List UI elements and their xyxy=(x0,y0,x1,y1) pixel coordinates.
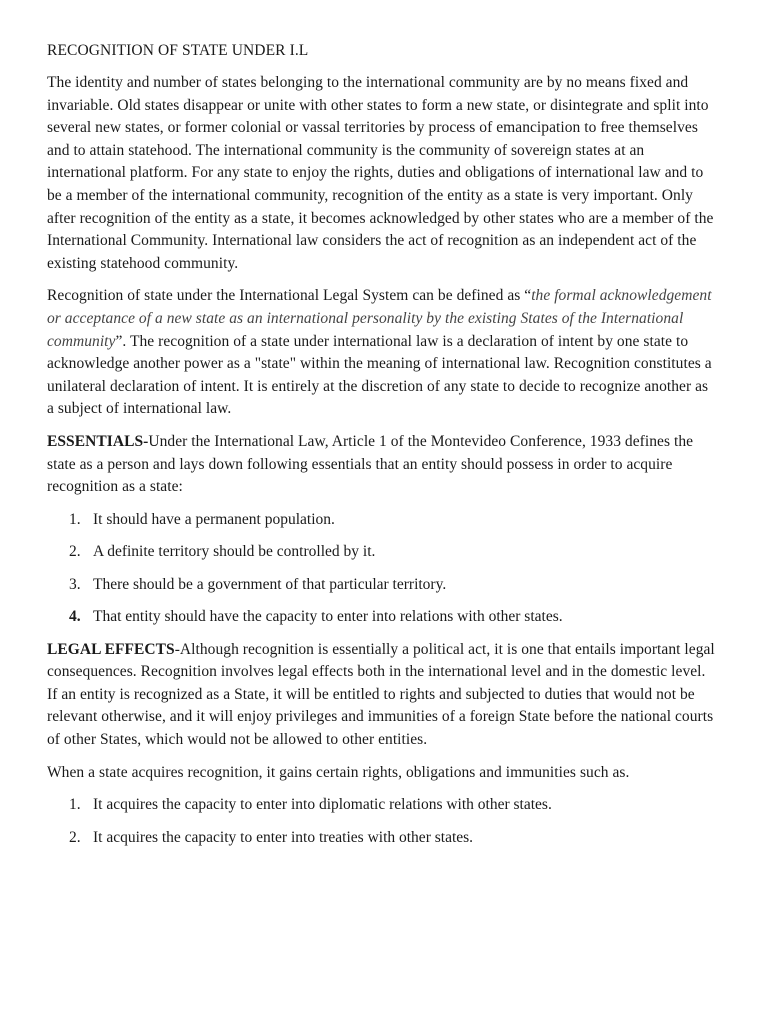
intro-paragraph: The identity and number of states belonging to the international community are by no means fixed and invariable. Old states disappear or unite with other states to form a new state, or disintegrate and split into several new states, or former colonial or vassal territories by process of emancipation to free themselves and to attain statehood. The international community is the community of sovereign states at an international platform. For any state to enjoy the rights, duties and obligations of international law and to be a member of the international community, recognition of the entity as a state is very important. Only after recognition of the entity as a state, it becomes acknowledged by other states who are a member of the International Community. International law considers the act of recognition as an independent act of the existing statehood community. xyxy=(47,74,714,272)
essentials-paragraph xyxy=(47,431,718,499)
list-item-number: 1. xyxy=(69,796,81,814)
list-item-number: 2. xyxy=(69,828,81,846)
list-item-number: 4. xyxy=(69,608,81,626)
essentials-heading: ESSENTIALS- xyxy=(47,432,149,450)
definition-paragraph xyxy=(47,285,718,421)
document-title: RECOGNITION OF STATE UNDER I.L xyxy=(47,42,309,59)
list-item xyxy=(69,606,718,628)
list-item-text: That entity should have the capacity to enter into relations with other states. xyxy=(93,608,563,626)
rights-intro-paragraph: When a state acquires recognition, it gains certain rights, obligations and immunities such as. xyxy=(47,763,630,781)
list-item-text: It should have a permanent population. xyxy=(93,510,335,528)
list-item-text: It acquires the capacity to enter into diplomatic relations with other states. xyxy=(93,796,552,814)
list-item-text: A definite territory should be controlled by it. xyxy=(93,543,376,561)
list-item-number: 1. xyxy=(69,510,81,528)
list-item-number: 3. xyxy=(69,575,81,593)
list-item xyxy=(69,794,718,816)
legal-effects-heading: LEGAL EFFECTS xyxy=(47,640,175,658)
essentials-list xyxy=(47,509,718,629)
legal-effects-text: -Although recognition is essentially a political act, it is one that entails important legal consequences. Recognition involves legal effects both in the international level and in the domestic level. If an entity is recognized as a State, it will be entitled to rights and subjected to duties that would not be relevant otherwise, and it will enjoy privileges and immunities of a foreign State before the national courts of other States, which would not be allowed to other entities. xyxy=(47,640,715,749)
list-item-number: 2. xyxy=(69,543,81,561)
rights-list xyxy=(47,794,718,849)
list-item xyxy=(69,541,718,563)
definition-quote: the formal acknowledgement or acceptance of a new state as an international personality by the existing States of the International community xyxy=(47,287,712,350)
list-item-text: There should be a government of that particular territory. xyxy=(93,575,447,593)
essentials-text: Under the International Law, Article 1 of the Montevideo Conference, 1933 defines the state as a person and lays down following essentials that an entity should possess in order to acquire recognition as a state: xyxy=(47,432,694,496)
list-item-text: It acquires the capacity to enter into treaties with other states. xyxy=(93,828,474,846)
definition-text-after: ”. The recognition of a state under international law is a declaration of intent by one state to acknowledge another power as a "state" within the meaning of international law. Recognition constitutes a unilateral declaration of intent. It is entirely at the discretion of any state to decide to recognize another as a subject of international law. xyxy=(47,332,712,418)
definition-text-before: Recognition of state under the International Legal System can be defined as “ xyxy=(47,287,532,305)
list-item xyxy=(69,509,718,531)
legal-effects-paragraph xyxy=(47,639,718,752)
list-item xyxy=(69,827,718,849)
list-item xyxy=(69,574,718,596)
